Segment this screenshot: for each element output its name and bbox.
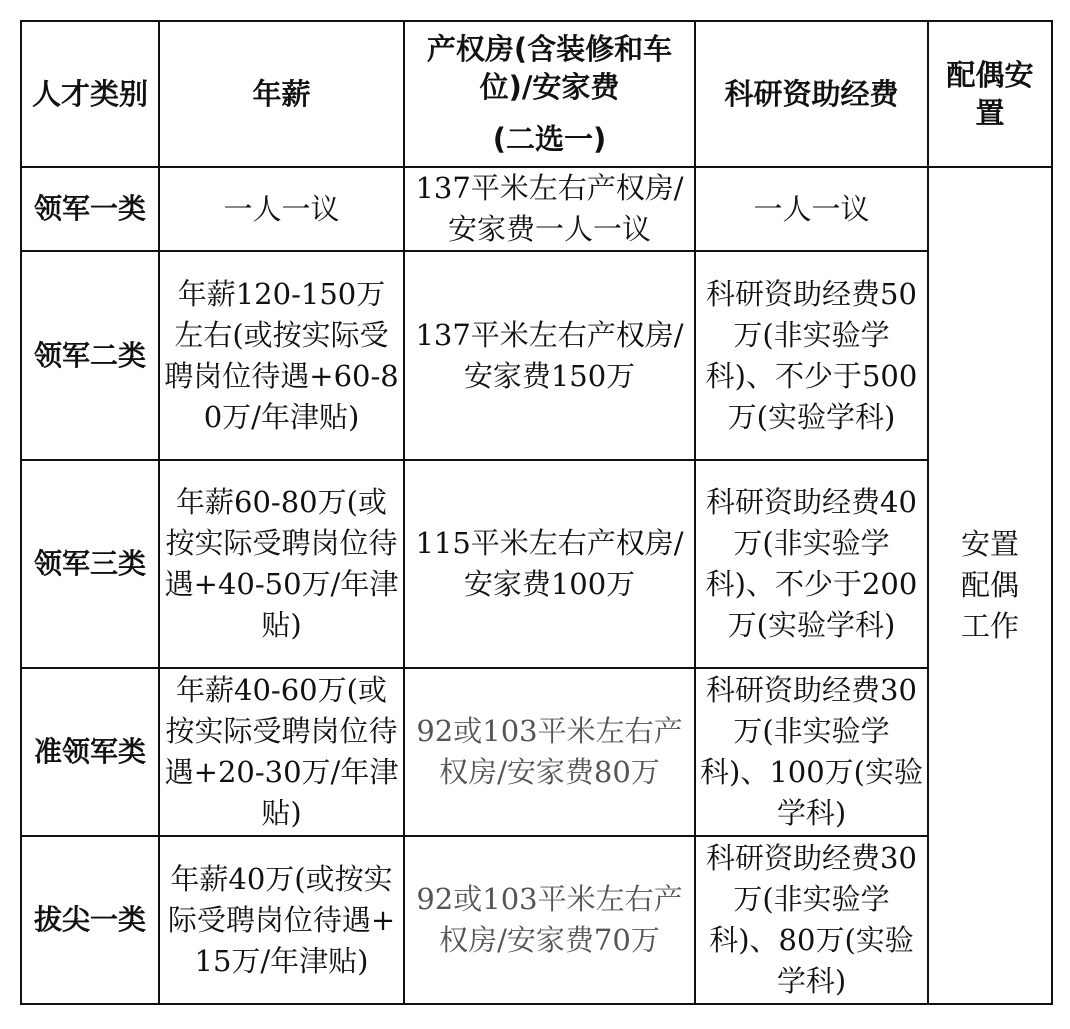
table-row: [21, 836, 1052, 1004]
header-housing: [404, 21, 695, 167]
header-salary: 年薪: [159, 21, 404, 167]
spouse-placement-cell: [928, 167, 1052, 1004]
row-research: 科研资助经费40万(非实验学科)、不少于200万(实验学科): [695, 460, 928, 668]
spouse-placement-text: 安置配偶工作: [960, 527, 1019, 643]
header-housing-choice: (二选一): [492, 122, 607, 156]
row-salary: 一人一议: [159, 167, 404, 251]
row-housing: 115平米左右产权房/安家费100万: [404, 460, 695, 668]
row-housing: 92或103平米左右产权房/安家费70万: [404, 836, 695, 1004]
row-category: 领军二类: [21, 251, 159, 460]
row-housing: 137平米左右产权房/安家费150万: [404, 251, 695, 460]
talent-benefits-table: [20, 20, 1053, 1005]
header-research: 科研资助经费: [695, 21, 928, 167]
row-housing: 137平米左右产权房/安家费一人一议: [404, 167, 695, 251]
row-salary: 年薪60-80万(或按实际受聘岗位待遇+40-50万/年津贴): [159, 460, 404, 668]
table-row: [21, 251, 1052, 460]
row-salary: 年薪120-150万左右(或按实际受聘岗位待遇+60-80万/年津贴): [159, 251, 404, 460]
row-salary: 年薪40-60万(或按实际受聘岗位待遇+20-30万/年津贴): [159, 668, 404, 836]
table-row: [21, 668, 1052, 836]
table-header: [21, 21, 1052, 167]
header-housing-main: 产权房(含装修和车位)/安家费: [426, 32, 673, 104]
row-category: 领军一类: [21, 167, 159, 251]
row-research: 科研资助经费30万(非实验学科)、80万(实验学科): [695, 836, 928, 1004]
row-category: 领军三类: [21, 460, 159, 668]
row-research: 科研资助经费30万(非实验学科)、100万(实验学科): [695, 668, 928, 836]
row-housing: 92或103平米左右产权房/安家费80万: [404, 668, 695, 836]
header-category: 人才类别: [21, 21, 159, 167]
table-body: [21, 167, 1052, 1004]
row-research: 一人一议: [695, 167, 928, 251]
header-row: [21, 21, 1052, 167]
table-row: [21, 460, 1052, 668]
row-salary: 年薪40万(或按实际受聘岗位待遇+15万/年津贴): [159, 836, 404, 1004]
table-row: [21, 167, 1052, 251]
row-category: 拔尖一类: [21, 836, 159, 1004]
row-category: 准领军类: [21, 668, 159, 836]
header-spouse: 配偶安置: [928, 21, 1052, 167]
row-research: 科研资助经费50万(非实验学科)、不少于500万(实验学科): [695, 251, 928, 460]
